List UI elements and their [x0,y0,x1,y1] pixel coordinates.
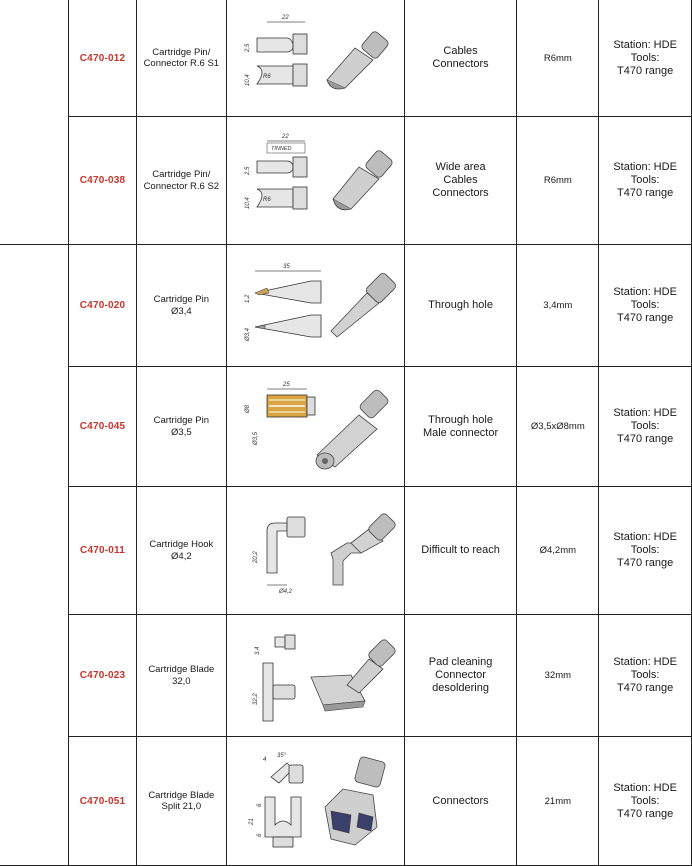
part-code: C470-020 [69,245,137,367]
tip-3d [311,638,397,711]
station-info: Station: HDE Tools: T470 range [599,487,692,615]
description: Cartridge Pin Ø3,5 [136,367,226,487]
group-cell [0,0,69,245]
dim-label: 22 [281,134,289,140]
dim-label: 10,4 [244,74,251,86]
part-code: C470-023 [69,615,137,737]
tip-size: R6mm [517,0,599,117]
dim-label: R6 [262,74,271,80]
tip-drawing [227,615,404,736]
tip-3d [327,30,390,89]
table-row [0,615,692,737]
station-info: Station: HDE Tools: T470 range [599,0,692,117]
tip-drawing-cell [226,737,404,866]
tip-drawing [227,0,404,116]
station-info: Station: HDE Tools: T470 range [599,737,692,866]
dim-label: 20,2 [252,551,259,563]
application: Pad cleaning Connector desoldering [404,615,517,737]
station-info: Station: HDE Tools: T470 range [599,367,692,487]
tip-drawing [227,367,404,486]
tip-drawing [227,737,404,865]
dim-label: 6 [256,833,263,837]
tip-drawing [227,117,404,244]
dim-label: Ø3,4 [244,327,251,341]
dim-label: 35° [276,753,286,759]
dim-label: 22 [281,15,289,21]
description: Cartridge Hook Ø4,2 [136,487,226,615]
dim-label: TINNED [270,146,292,152]
part-code: C470-038 [69,117,137,245]
station-info: Station: HDE Tools: T470 range [599,615,692,737]
tip-3d [325,756,386,845]
tip-size: 21mm [517,737,599,866]
dim-label: R6 [262,197,271,203]
group-cell [0,245,69,866]
dim-label: 10,4 [244,197,251,209]
tip-size: R6mm [517,117,599,245]
tip-size: 32mm [517,615,599,737]
tip-size: Ø4,2mm [517,487,599,615]
description: Cartridge Pin Ø3,4 [136,245,226,367]
table-row [0,487,692,615]
application: Through hole [404,245,517,367]
part-code: C470-051 [69,737,137,866]
dim-label: 32,2 [252,693,259,705]
station-info: Station: HDE Tools: T470 range [599,245,692,367]
application: Wide area Cables Connectors [404,117,517,245]
tip-size: 3,4mm [517,245,599,367]
station-info: Station: HDE Tools: T470 range [599,117,692,245]
description: Cartridge Pin/ Connector R.6 S2 [136,117,226,245]
dim-label: 6 [256,803,263,807]
dim-label: 35 [282,264,290,270]
dim-label: 21 [248,818,255,825]
tip-drawing-cell [226,117,404,245]
application: Cables Connectors [404,0,517,117]
description: Cartridge Pin/ Connector R.6 S1 [136,0,226,117]
table-row [0,0,692,117]
dim-label: Ø3,5 [252,431,259,445]
tip-size: Ø3,5xØ8mm [517,367,599,487]
tip-3d [333,149,394,210]
tip-3d [316,388,390,469]
dim-label: Ø4,2 [278,589,292,595]
tip-drawing [227,487,404,614]
dim-label: Ø8 [244,404,251,413]
tip-drawing [227,245,404,366]
tip-3d [331,272,397,337]
application: Difficult to reach [404,487,517,615]
dim-label: 4 [262,757,267,763]
part-code: C470-045 [69,367,137,487]
dim-label: 25 [282,382,290,388]
part-code: C470-011 [69,487,137,615]
table-row [0,245,692,367]
tip-drawing-cell [226,487,404,615]
table-row [0,117,692,245]
dim-label: 2,5 [244,43,251,52]
tip-drawing-cell [226,0,404,117]
application: Connectors [404,737,517,866]
description: Cartridge Blade 32,0 [136,615,226,737]
dim-label: 2,5 [244,166,251,175]
dim-label: 1,2 [244,294,251,303]
tip-3d [331,512,397,585]
table-row [0,737,692,866]
dim-label: 3,4 [254,646,261,655]
tip-drawing-cell [226,367,404,487]
description: Cartridge Blade Split 21,0 [136,737,226,866]
part-code: C470-012 [69,0,137,117]
tip-drawing-cell [226,615,404,737]
tip-drawing-cell [226,245,404,367]
application: Through hole Male connector [404,367,517,487]
table-row [0,367,692,487]
